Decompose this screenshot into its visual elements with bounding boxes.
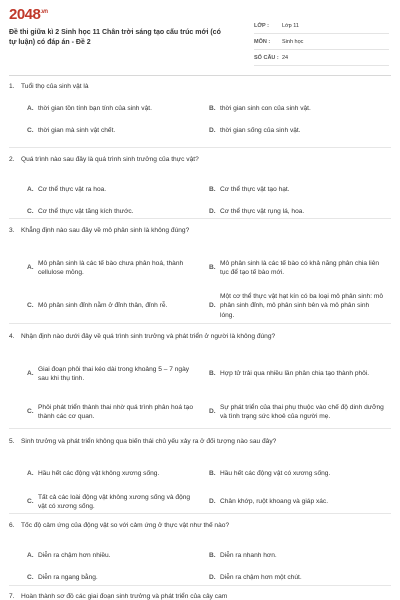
option-a[interactable] (27, 469, 199, 479)
question-divider (9, 428, 391, 429)
option-a[interactable] (27, 257, 199, 279)
option-text: Cơ thể thực vật tạo hạt. (220, 186, 290, 193)
option-key: D. (209, 408, 216, 416)
info-value: Lớp 11 (282, 22, 299, 29)
option-text: Một cơ thể thực vật hạt kín có ba loại mô phân sinh: mô phân sinh đỉnh, mô phân sinh bên và mô phân sinh lóng. (220, 292, 384, 319)
info-row-question-count (254, 50, 389, 66)
question-text: Tốc độ cảm ứng của động vật so với cảm ứng ở thực vật như thế nào? (21, 522, 230, 529)
question-text: Quá trình nào sau đây là quá trình sinh trưởng của thực vật? (21, 156, 199, 163)
question-number: 2. (9, 156, 15, 163)
question-text: Sinh trưởng và phát triển không qua biến thái chủ yếu xảy ra ở đối tượng nào sau đây? (21, 438, 277, 445)
option-text: thời gian sống của sinh vật. (220, 127, 301, 134)
document-title: Đề thi giữa kì 2 Sinh học 11 Chân trời sáng tạo cấu trúc mới (có tự luận) có đáp án - Đề 2 (9, 29, 221, 46)
option-key: B. (209, 264, 216, 272)
option-c[interactable] (27, 573, 199, 583)
option-text: Tất cả các loài động vật không xương sống và động vật có xương sống. (38, 493, 191, 510)
question-text: Hoàn thành sơ đồ các giai đoạn sinh trưởng và phát triển của cây cam (21, 593, 228, 600)
question-number: 5. (9, 438, 15, 445)
option-key: B. (209, 105, 216, 112)
question-7 (9, 592, 391, 600)
option-key: A. (27, 105, 34, 112)
option-d[interactable] (209, 397, 384, 427)
option-b[interactable] (209, 551, 384, 561)
document-header (9, 6, 391, 76)
option-c[interactable] (27, 291, 199, 321)
option-key: A. (27, 470, 34, 477)
document-info-panel (254, 18, 389, 66)
question-number: 4. (9, 333, 15, 340)
option-key: D. (209, 498, 216, 506)
question-divider (9, 218, 391, 219)
info-row-subject (254, 34, 389, 50)
option-key: D. (209, 302, 216, 310)
option-text: thời gian tồn tính bạn tính của sinh vật. (38, 105, 152, 112)
option-text: Mô phân sinh là các tế bào chưa phân hoá, thành cellulose mỏng. (38, 259, 184, 276)
option-key: C. (27, 302, 34, 310)
option-key: C. (27, 408, 34, 416)
option-text: Hợp tử trải qua nhiều lần phân chia tạo thành phôi. (220, 370, 370, 378)
option-text: Cơ thể thực vật ra hoa. (38, 186, 107, 193)
site-logo[interactable] (9, 6, 48, 23)
option-text: Giai đoạn phôi thai kéo dài trong khoảng 5 – 7 ngày sau khi thụ tinh. (38, 365, 190, 382)
option-key: A. (27, 186, 34, 193)
option-b[interactable] (209, 104, 384, 114)
question-number: 1. (9, 83, 15, 90)
question-divider (9, 147, 391, 148)
info-label: LỚP : (254, 22, 269, 29)
option-text: Cơ thể thực vật tăng kích thước. (38, 208, 134, 215)
option-a[interactable] (27, 104, 197, 114)
logo-suffix: .vn (40, 9, 48, 15)
option-key: B. (209, 186, 216, 193)
question-divider (9, 323, 391, 324)
question-stem (9, 155, 391, 164)
question-stem (9, 437, 391, 446)
question-divider (9, 513, 391, 514)
option-key: D. (209, 127, 216, 134)
info-value: Sinh học (282, 38, 304, 45)
question-text: Nhận định nào dưới đây về quá trình sinh trưởng và phát triển ở người là không đúng? (21, 333, 276, 340)
option-d[interactable] (209, 126, 384, 136)
option-text: Cơ thể thực vật rụng lá, hoa. (220, 208, 305, 215)
option-text: Phôi phát triển thành thai nhờ quá trình phân hoá tạo thành các cơ quan. (38, 403, 193, 420)
option-text: Chân khớp, ruột khoang và giáp xác. (220, 498, 329, 506)
question-number: 7. (9, 593, 15, 600)
option-text: thời gian sinh con của sinh vật. (220, 105, 311, 112)
option-text: Hầu hết các động vật có xương sống. (220, 470, 331, 477)
info-value: 24 (282, 54, 289, 61)
question-stem (9, 226, 391, 235)
option-a[interactable] (27, 185, 197, 195)
info-label: MÔN : (254, 38, 271, 45)
question-stem (9, 332, 391, 341)
option-key: A. (27, 552, 34, 559)
option-b[interactable] (209, 185, 384, 195)
info-label: SỐ CÂU : (254, 54, 279, 61)
question-3 (9, 226, 391, 319)
option-key: B. (209, 370, 216, 378)
option-key: C. (27, 127, 34, 134)
option-b[interactable] (209, 363, 384, 385)
option-key: B. (209, 470, 216, 477)
option-key: A. (27, 264, 34, 272)
option-b[interactable] (209, 257, 384, 279)
question-1 (9, 82, 391, 134)
info-row-class (254, 18, 389, 34)
question-stem (9, 82, 391, 91)
option-text: Mô phân sinh là các tế bào có khả năng phân chia liên tục để tạo tế bào mới. (220, 259, 380, 276)
question-stem (9, 592, 391, 600)
option-d[interactable] (209, 491, 384, 513)
option-b[interactable] (209, 469, 384, 479)
option-a[interactable] (27, 551, 199, 561)
option-key: D. (209, 574, 216, 581)
option-text: Diễn ra chậm hơn nhiều. (38, 552, 111, 559)
option-c[interactable] (27, 207, 197, 217)
option-a[interactable] (27, 363, 199, 385)
question-number: 6. (9, 522, 15, 529)
document-page (9, 6, 391, 600)
question-4 (9, 332, 391, 420)
option-c[interactable] (27, 126, 197, 136)
question-number: 3. (9, 227, 15, 234)
option-text: Sự phát triển của thai phụ thuộc vào chế độ dinh dưỡng và tình trạng sức khoẻ của người mẹ. (220, 403, 384, 420)
option-text: Diễn ra chậm hơn một chút. (220, 574, 302, 581)
question-divider (9, 585, 391, 586)
option-text: thời gian mà sinh vật chết. (38, 127, 116, 134)
option-key: D. (209, 208, 216, 215)
question-stem (9, 521, 391, 530)
option-text: Hầu hết các động vật không xương sống. (38, 470, 160, 477)
logo-text: 2048 (9, 6, 41, 23)
question-text: Khẳng định nào sau đây về mô phân sinh là không đúng? (21, 227, 190, 234)
option-text: Mô phân sinh đỉnh nằm ở đỉnh thân, đỉnh rễ. (38, 302, 168, 310)
option-key: A. (27, 370, 34, 378)
option-c[interactable] (27, 491, 199, 513)
question-2 (9, 155, 391, 215)
question-6 (9, 521, 391, 581)
option-text: Diễn ra ngang bằng. (38, 574, 98, 581)
option-key: C. (27, 208, 34, 215)
option-d[interactable] (209, 573, 384, 583)
option-d[interactable] (209, 291, 384, 321)
option-key: C. (27, 498, 34, 506)
option-key: B. (209, 552, 216, 559)
option-c[interactable] (27, 397, 199, 427)
question-text: Tuổi thọ của sinh vật là (21, 83, 89, 90)
option-d[interactable] (209, 207, 384, 217)
option-text: Diễn ra nhanh hơn. (220, 552, 277, 559)
question-5 (9, 437, 391, 510)
option-key: C. (27, 574, 34, 581)
